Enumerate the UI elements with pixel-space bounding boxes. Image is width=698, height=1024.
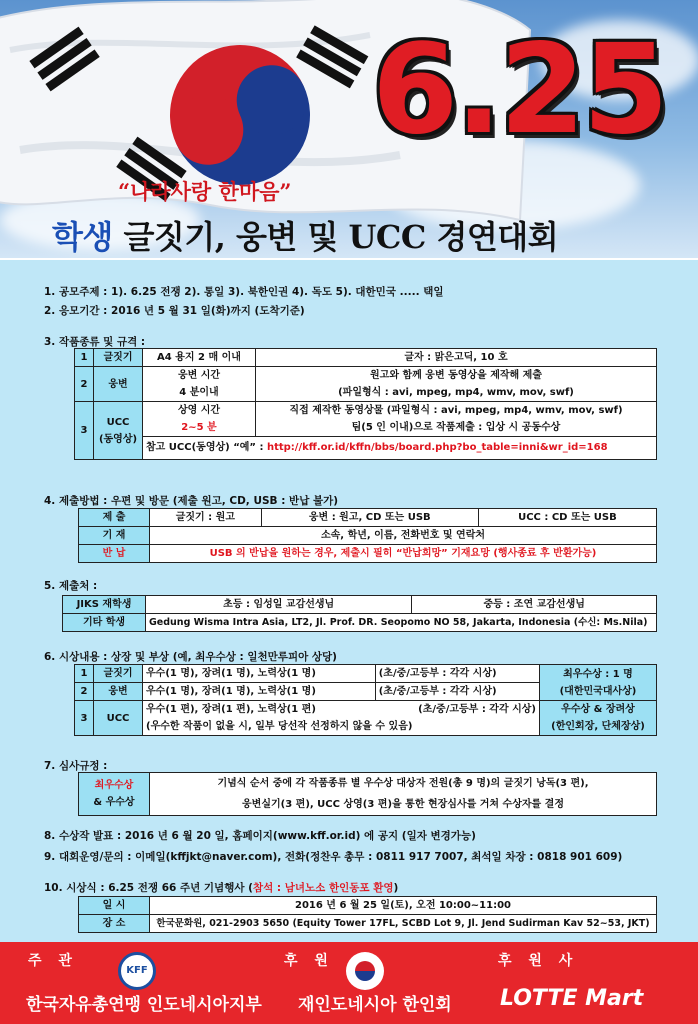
item-period: 2. 응모기간 : 2016 년 5 월 31 일(화)까지 (도착기준) — [44, 305, 305, 317]
merit-prize-cell — [540, 701, 657, 736]
table-cell: 웅변 : 원고, CD 또는 USB — [261, 509, 478, 527]
item-contact: 9. 대회운영/문의 : 이메일(kffjkt@naver.com), 전화(정찬우 총무 : 0811 917 7007, 최석일 차장 : 0818 901 609) — [44, 851, 623, 863]
side-line: (한인회장, 단체장상) — [551, 721, 645, 732]
sponsor-name: 재인도네시아 한인회 — [298, 995, 452, 1015]
type-line: UCC — [106, 416, 130, 428]
category-name: UCC — [94, 701, 143, 736]
poster-body — [0, 260, 698, 942]
section-heading — [44, 880, 398, 895]
detail-line: 직접 제작한 동영상물 (파일형식 : avi, mpeg, mp4, wmv, mov, swf) — [289, 405, 623, 416]
judging-table — [78, 772, 657, 816]
judging-text — [150, 773, 657, 816]
category-detail — [256, 402, 657, 437]
reference-row — [143, 437, 657, 460]
row-number: 2 — [75, 683, 94, 701]
type-line: (동영상) — [98, 433, 138, 445]
spec-line: 4 분이내 — [179, 387, 219, 398]
section-heading: 7. 심사규정 : — [44, 760, 108, 772]
item-announcement: 8. 수상작 발표 : 2016 년 6 월 20 일, 홈페이지(www.kff.or.id) 에 공지 (일자 변경가능) — [44, 830, 476, 842]
category-spec — [143, 402, 256, 437]
detail-line: 원고와 함께 웅변 동영상을 제작해 제출 — [370, 370, 542, 381]
label-line: 최우수상 — [94, 780, 134, 791]
section-heading: 6. 시상내용 : 상장 및 부상 (예, 최우수상 : 일천만루피아 상당) — [44, 651, 337, 663]
reference-link[interactable]: http://kff.or.id/kffn/bbs/board.php?bo_table=inni&wr_id=168 — [266, 442, 608, 453]
category-detail — [256, 367, 657, 402]
sponsor-footer — [0, 942, 698, 1024]
row-label: 제 출 — [79, 509, 150, 527]
spec-line: 웅변 시간 — [177, 370, 221, 381]
reference-label: 참고 UCC(동영상) “예” : — [146, 442, 267, 453]
event-date-title: 6.25 — [372, 18, 666, 162]
contest-title — [52, 212, 558, 258]
award-scope: (초/중/고등부 : 각각 시상) — [375, 683, 539, 701]
table-cell: 소속, 학년, 이름, 전화번호 및 연락처 — [150, 527, 657, 545]
award-note: (우수한 작품이 없을 시, 일부 당선작 선정하지 않을 수 있음) — [146, 721, 413, 732]
detail-line: (파일형식 : avi, mpeg, mp4, wmv, mov, swf) — [338, 387, 574, 398]
submission-table — [78, 508, 657, 563]
korean-association-logo-icon — [346, 952, 384, 990]
row-number: 3 — [75, 701, 94, 736]
row-label: 기타 학생 — [63, 614, 146, 632]
side-line: 우수상 & 장려상 — [561, 704, 635, 715]
grand-prize-cell — [540, 665, 657, 701]
table-cell: 한국문화원, 021-2903 5650 (Equity Tower 17FL, SCBD Lot 9, Jl. Jend Sudirman Kav 52~53, JKT) — [150, 915, 657, 933]
row-label: 기 재 — [79, 527, 150, 545]
table-cell: UCC : CD 또는 USB — [478, 509, 656, 527]
category-spec — [143, 367, 256, 402]
table-cell: USB 의 반납을 원하는 경우, 제출시 필히 “반납희망” 기재요망 (행사종료 후 반환가능) — [150, 545, 657, 563]
category-name — [94, 402, 143, 460]
category-detail: 글자 : 맑은고딕, 10 호 — [256, 349, 657, 367]
category-name: 글짓기 — [94, 665, 143, 683]
row-number: 3 — [75, 402, 94, 460]
award-line: 우수(1 명), 장려(1 명), 노력상(1 명) — [143, 683, 376, 701]
row-label: 장 소 — [79, 915, 150, 933]
section-heading: 3. 작품종류 및 규격 : — [44, 336, 146, 348]
category-table — [74, 348, 657, 460]
label-line: & 우수상 — [93, 797, 135, 808]
title-student: 학생 — [52, 218, 113, 256]
poster-header — [0, 0, 698, 258]
judging-label — [79, 773, 150, 816]
heading-text: 10. 시상식 : 6.25 전쟁 66 주년 기념행사 ( — [44, 882, 253, 894]
host-label: 주 관 — [28, 953, 78, 969]
text-line: 기념식 순서 중에 각 작품종류 별 우수상 대상자 전원(총 9 명)의 글짓기 낭독(3 편), — [217, 778, 589, 789]
row-number: 1 — [75, 665, 94, 683]
row-label: 반 납 — [79, 545, 150, 563]
side-line: (대한민국대사상) — [559, 685, 637, 697]
section-heading: 4. 제출방법 : 우편 및 방문 (제출 원고, CD, USB : 반납 불가) — [44, 495, 339, 507]
category-spec: A4 용지 2 매 이내 — [143, 349, 256, 367]
spec-line: 상영 시간 — [177, 405, 221, 416]
row-label: JIKS 재학생 — [63, 596, 146, 614]
award-detail — [143, 701, 540, 736]
table-cell: 글짓기 : 원고 — [150, 509, 262, 527]
row-number: 2 — [75, 367, 94, 402]
section-heading: 5. 제출처 : — [44, 580, 98, 592]
text-line: 웅변실기(3 편), UCC 상영(3 편)을 통한 현장심사를 거쳐 수상자를 결정 — [242, 799, 564, 810]
award-line: 우수(1 편), 장려(1 편), 노력상(1 편) — [146, 704, 316, 715]
award-table — [74, 664, 657, 736]
table-cell: 2016 년 6 월 25 일(토), 오전 10:00~11:00 — [150, 897, 657, 915]
sponsor-label: 후 원 — [284, 953, 334, 969]
award-line: 우수(1 명), 장려(1 명), 노력상(1 명) — [143, 665, 376, 683]
award-scope: (초/중/고등부 : 각각 시상) — [375, 665, 539, 683]
heading-highlight: 참석 : 남녀노소 한인동포 환영 — [252, 882, 394, 894]
detail-line: 팀(5 인 이내)으로 작품제출 : 입상 시 공동수상 — [351, 422, 561, 433]
sponsor2-label: 후 원 사 — [498, 953, 579, 969]
side-line: 최우수상 : 1 명 — [563, 668, 633, 680]
category-name: 글짓기 — [94, 349, 143, 367]
award-scope: (초/중/고등부 : 각각 시상) — [418, 704, 536, 715]
table-cell: 초등 : 임성일 교감선생님 — [146, 596, 412, 614]
lotte-mart-logo: LOTTE Mart — [500, 986, 644, 1011]
host-name: 한국자유총연맹 인도네시아지부 — [26, 995, 262, 1015]
item-topics: 1. 공모주제 : 1). 6.25 전쟁 2). 통일 3). 북한인권 4). 독도 5). 대한민국 ..... 택일 — [44, 286, 444, 298]
kff-logo-icon — [118, 952, 156, 990]
row-label: 일 시 — [79, 897, 150, 915]
slogan: “나라사랑 한마음” — [118, 179, 292, 204]
table-cell: Gedung Wisma Intra Asia, LT2, Jl. Prof. DR. Seopomo NO 58, Jakarta, Indonesia (수신: Ms.Nila) — [146, 614, 657, 632]
recipient-table — [62, 595, 657, 632]
ceremony-table — [78, 896, 657, 933]
category-name: 웅변 — [94, 367, 143, 402]
spec-line: 2~5 분 — [181, 422, 217, 433]
heading-text: ) — [393, 882, 399, 894]
row-number: 1 — [75, 349, 94, 367]
table-cell: 중등 : 조연 교감선생님 — [412, 596, 657, 614]
title-rest: 글짓기, 웅변 및 UCC 경연대회 — [112, 218, 559, 256]
kff-logo-text: KFF — [126, 965, 148, 976]
category-name: 웅변 — [94, 683, 143, 701]
